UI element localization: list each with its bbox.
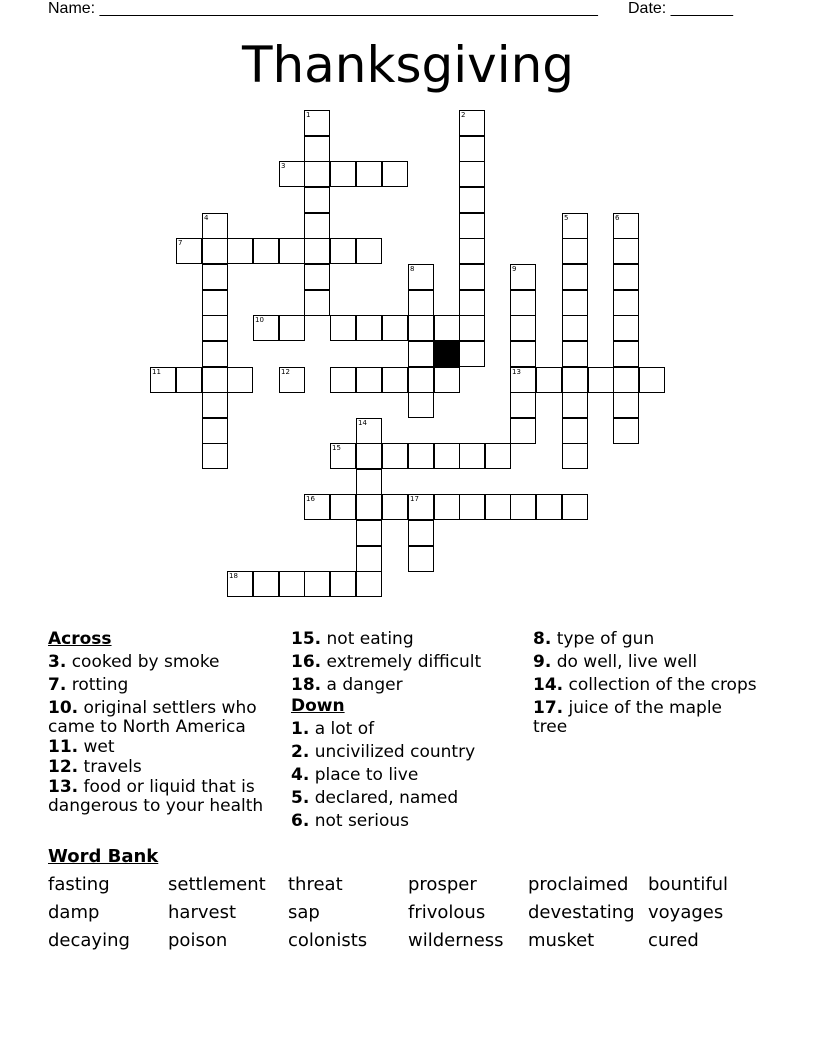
grid-cell bbox=[459, 161, 485, 187]
grid-cell bbox=[613, 315, 639, 341]
grid-cell bbox=[304, 187, 330, 213]
grid-cell bbox=[459, 315, 485, 341]
grid-cell bbox=[356, 443, 382, 469]
word-bank-word: prosper bbox=[408, 874, 477, 895]
grid-cell bbox=[613, 341, 639, 367]
grid-cell bbox=[408, 315, 434, 341]
grid-cell bbox=[330, 161, 356, 187]
grid-cell bbox=[459, 494, 485, 520]
clue-number: 15 bbox=[332, 444, 341, 452]
clue-across: 16. extremely difficult bbox=[291, 652, 482, 672]
clue-number: 5 bbox=[564, 214, 569, 222]
grid-cell bbox=[408, 546, 434, 572]
grid-cell bbox=[202, 238, 228, 264]
grid-cell bbox=[382, 443, 408, 469]
grid-cell bbox=[459, 136, 485, 162]
grid-cell bbox=[330, 367, 356, 393]
grid-cell bbox=[434, 315, 460, 341]
grid-cell bbox=[202, 264, 228, 290]
grid-cell bbox=[510, 418, 536, 444]
grid-cell bbox=[613, 418, 639, 444]
word-bank-word: settlement bbox=[168, 874, 266, 895]
grid-cell bbox=[434, 494, 460, 520]
grid-cell bbox=[330, 315, 356, 341]
clue-down: 1. a lot of bbox=[291, 719, 375, 739]
clue-down: 9. do well, live well bbox=[533, 652, 698, 672]
clue-down: 5. declared, named bbox=[291, 788, 459, 808]
grid-cell bbox=[408, 392, 434, 418]
clue-across: 3. cooked by smoke bbox=[48, 652, 220, 672]
grid-cell bbox=[613, 264, 639, 290]
clue-number: 16 bbox=[306, 495, 315, 503]
grid-cell bbox=[279, 571, 305, 597]
grid-cell bbox=[356, 520, 382, 546]
grid-cell bbox=[356, 546, 382, 572]
grid-cell bbox=[459, 443, 485, 469]
grid-cell bbox=[279, 315, 305, 341]
grid-cell bbox=[562, 494, 588, 520]
grid-cell bbox=[408, 367, 434, 393]
grid-cell bbox=[202, 443, 228, 469]
clue-number: 8 bbox=[410, 265, 415, 273]
grid-cell bbox=[485, 494, 511, 520]
word-bank-word: bountiful bbox=[648, 874, 729, 895]
grid-cell bbox=[304, 238, 330, 264]
grid-cell bbox=[434, 443, 460, 469]
word-bank-word: harvest bbox=[168, 902, 237, 923]
clue-number: 12 bbox=[281, 368, 290, 376]
grid-cell bbox=[408, 443, 434, 469]
grid-cell bbox=[562, 290, 588, 316]
grid-cell bbox=[562, 264, 588, 290]
word-bank-word: cured bbox=[648, 930, 699, 951]
grid-cell bbox=[304, 161, 330, 187]
grid-cell bbox=[202, 367, 228, 393]
grid-cell bbox=[382, 315, 408, 341]
clue-down: 8. type of gun bbox=[533, 629, 655, 649]
clue-number: 4 bbox=[204, 214, 209, 222]
clue-number: 6 bbox=[615, 214, 620, 222]
grid-cell bbox=[536, 494, 562, 520]
date-field-label: Date: _______ bbox=[628, 0, 733, 17]
grid-cell bbox=[330, 238, 356, 264]
grid-cell bbox=[304, 571, 330, 597]
grid-cell bbox=[382, 367, 408, 393]
clue-number: 10 bbox=[255, 316, 264, 324]
word-bank-word: sap bbox=[288, 902, 320, 923]
word-bank bbox=[48, 846, 768, 952]
word-bank-word: colonists bbox=[288, 930, 368, 951]
clue-number: 14 bbox=[358, 419, 367, 427]
grid-cell bbox=[356, 494, 382, 520]
clue-down: 6. not serious bbox=[291, 811, 410, 831]
grid-cell bbox=[459, 187, 485, 213]
clue-number: 2 bbox=[461, 111, 466, 119]
grid-cell bbox=[510, 392, 536, 418]
grid-cell bbox=[459, 238, 485, 264]
word-bank-word: poison bbox=[168, 930, 228, 951]
grid-cell bbox=[202, 315, 228, 341]
word-bank-word: damp bbox=[48, 902, 100, 923]
grid-cell bbox=[613, 238, 639, 264]
grid-cell bbox=[510, 315, 536, 341]
grid-cell bbox=[510, 290, 536, 316]
grid-cell bbox=[202, 341, 228, 367]
grid-cell bbox=[356, 161, 382, 187]
clue-number: 17 bbox=[410, 495, 419, 503]
clues-column-2 bbox=[291, 628, 519, 831]
grid-cell bbox=[227, 238, 253, 264]
clue-number: 11 bbox=[152, 368, 161, 376]
grid-cell bbox=[330, 571, 356, 597]
grid-cell bbox=[202, 290, 228, 316]
clues-column-1 bbox=[48, 628, 276, 816]
clue-down: 14. collection of the crops bbox=[533, 675, 757, 695]
grid-cell bbox=[485, 443, 511, 469]
grid-cell bbox=[562, 392, 588, 418]
clue-number: 18 bbox=[229, 572, 238, 580]
grid-cell bbox=[510, 494, 536, 520]
clues-column-3 bbox=[533, 628, 761, 737]
grid-cell bbox=[227, 367, 253, 393]
grid-cell bbox=[562, 341, 588, 367]
grid-cell bbox=[562, 238, 588, 264]
grid-cell bbox=[382, 494, 408, 520]
clue-number: 7 bbox=[178, 239, 183, 247]
across-title: Across bbox=[48, 629, 112, 649]
grid-cell bbox=[562, 418, 588, 444]
grid-cell bbox=[408, 290, 434, 316]
grid-cell bbox=[613, 392, 639, 418]
grid-cell bbox=[382, 161, 408, 187]
black-cell bbox=[434, 341, 460, 367]
grid-cell bbox=[434, 367, 460, 393]
grid-cell bbox=[202, 418, 228, 444]
grid-cell bbox=[304, 264, 330, 290]
clue-down: 2. uncivilized country bbox=[291, 742, 476, 762]
grid-cell bbox=[459, 213, 485, 239]
word-bank-word: wilderness bbox=[408, 930, 504, 951]
down-title: Down bbox=[291, 696, 345, 716]
name-field-label: Name: ________________________________________________________ bbox=[48, 0, 598, 17]
grid-cell bbox=[459, 290, 485, 316]
clue-number: 13 bbox=[512, 368, 521, 376]
word-bank-grid bbox=[48, 874, 768, 952]
clue-across: 10. original settlers who came to North America bbox=[48, 698, 257, 737]
grid-cell bbox=[459, 264, 485, 290]
grid-cell bbox=[176, 367, 202, 393]
grid-cell bbox=[510, 341, 536, 367]
word-bank-word: decaying bbox=[48, 930, 130, 951]
clue-number: 3 bbox=[281, 162, 286, 170]
clue-number: 1 bbox=[306, 111, 311, 119]
grid-cell bbox=[562, 315, 588, 341]
word-bank-word: voyages bbox=[648, 902, 724, 923]
grid-cell bbox=[356, 571, 382, 597]
grid-cell bbox=[459, 341, 485, 367]
clue-across: 15. not eating bbox=[291, 629, 414, 649]
page-title: Thanksgiving bbox=[241, 36, 575, 94]
grid-cell bbox=[408, 341, 434, 367]
grid-cell bbox=[562, 443, 588, 469]
grid-cell bbox=[536, 367, 562, 393]
grid-cell bbox=[253, 238, 279, 264]
clue-across: 11. wet bbox=[48, 737, 115, 757]
clues-section bbox=[48, 628, 768, 848]
grid-cell bbox=[408, 520, 434, 546]
grid-cell bbox=[588, 367, 614, 393]
grid-cell bbox=[356, 315, 382, 341]
grid-cell bbox=[356, 469, 382, 495]
grid-cell bbox=[330, 494, 356, 520]
clue-across: 7. rotting bbox=[48, 675, 129, 695]
grid-cell bbox=[202, 392, 228, 418]
grid-cell bbox=[562, 367, 588, 393]
word-bank-word: musket bbox=[528, 930, 595, 951]
clue-across: 13. food or liquid that is dangerous to your health bbox=[48, 777, 264, 816]
word-bank-title: Word Bank bbox=[48, 846, 159, 867]
grid-cell bbox=[253, 571, 279, 597]
grid-cell bbox=[356, 238, 382, 264]
word-bank-word: proclaimed bbox=[528, 874, 629, 895]
clue-across: 18. a danger bbox=[291, 675, 403, 695]
clue-down: 4. place to live bbox=[291, 765, 419, 785]
grid-cell bbox=[304, 136, 330, 162]
clue-down: 17. juice of the maple tree bbox=[533, 698, 723, 737]
word-bank-word: frivolous bbox=[408, 902, 486, 923]
grid-cell bbox=[613, 367, 639, 393]
grid-cell bbox=[639, 367, 665, 393]
word-bank-word: fasting bbox=[48, 874, 110, 895]
grid-cell bbox=[613, 290, 639, 316]
grid-cell bbox=[279, 238, 305, 264]
grid-cell bbox=[304, 213, 330, 239]
clue-number: 9 bbox=[512, 265, 517, 273]
clue-across: 12. travels bbox=[48, 757, 142, 777]
grid-cell bbox=[304, 290, 330, 316]
word-bank-word: devestating bbox=[528, 902, 635, 923]
grid-cell bbox=[356, 367, 382, 393]
word-bank-word: threat bbox=[288, 874, 343, 895]
